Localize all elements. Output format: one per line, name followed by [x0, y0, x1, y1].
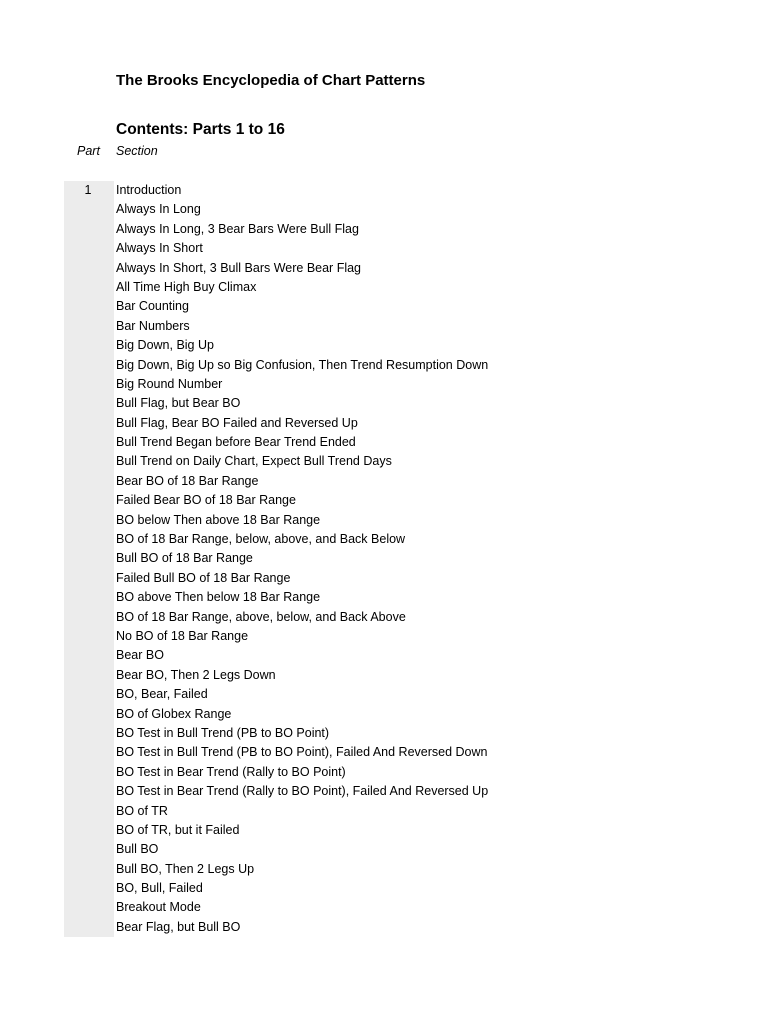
- section-item: Failed Bear BO of 18 Bar Range: [116, 493, 296, 508]
- section-item: All Time High Buy Climax: [116, 279, 257, 294]
- section-item: Breakout Mode: [116, 900, 201, 915]
- section-item: BO Test in Bull Trend (PB to BO Point): [116, 725, 330, 740]
- part-shaded-column: [64, 181, 114, 937]
- section-item: Bull Trend Began before Bear Trend Ended: [116, 435, 356, 450]
- section-item: Always In Short, 3 Bull Bars Were Bear Flag: [116, 260, 362, 275]
- section-item: BO of TR, but it Failed: [116, 822, 240, 837]
- section-item: Bar Numbers: [116, 318, 190, 333]
- section-item: Introduction: [116, 183, 182, 197]
- section-item: BO of 18 Bar Range, above, below, and Back Above: [116, 609, 406, 624]
- section-item: Bear BO, Then 2 Legs Down: [116, 667, 276, 682]
- section-item: BO, Bear, Failed: [116, 687, 208, 702]
- part-number: [64, 183, 114, 197]
- section-item: Bull BO of 18 Bar Range: [116, 551, 253, 566]
- section-item: BO, Bull, Failed: [116, 881, 203, 896]
- section-item: Always In Long, 3 Bear Bars Were Bull Flag: [116, 221, 359, 236]
- section-column-header: Section: [116, 144, 158, 158]
- section-item: Bull Trend on Daily Chart, Expect Bull Trend Days: [116, 454, 392, 469]
- document-title: The Brooks Encyclopedia of Chart Patterns: [116, 72, 426, 89]
- section-item: BO Test in Bull Trend (PB to BO Point), Failed And Reversed Down: [116, 745, 488, 760]
- section-item: BO of 18 Bar Range, below, above, and Back Below: [116, 532, 406, 547]
- section-item: Big Down, Big Up so Big Confusion, Then Trend Resumption Down: [116, 357, 489, 372]
- part-number-text: 1: [84, 183, 92, 197]
- section-item: Failed Bull BO of 18 Bar Range: [116, 570, 291, 585]
- section-item: Bear Flag, but Bull BO: [116, 919, 241, 934]
- section-item: Bear BO of 18 Bar Range: [116, 473, 259, 488]
- section-item: Bar Counting: [116, 299, 189, 314]
- section-item: Bull Flag, Bear BO Failed and Reversed Up: [116, 415, 358, 430]
- section-item: BO below Then above 18 Bar Range: [116, 512, 321, 527]
- section-item: Bull BO, Then 2 Legs Up: [116, 861, 255, 876]
- section-item: No BO of 18 Bar Range: [116, 628, 249, 643]
- contents-heading: Contents: Parts 1 to 16: [116, 121, 285, 138]
- section-item: Big Round Number: [116, 376, 223, 391]
- section-item: Big Down, Big Up: [116, 338, 214, 353]
- section-item: BO above Then below 18 Bar Range: [116, 590, 321, 605]
- section-item: Always In Long: [116, 202, 201, 217]
- section-item: Always In Short: [116, 241, 203, 256]
- section-item: Bull BO: [116, 842, 159, 857]
- section-list: [116, 181, 488, 937]
- part-column-header: Part: [77, 144, 100, 158]
- section-item: BO of TR: [116, 803, 168, 818]
- section-item: BO Test in Bear Trend (Rally to BO Point): [116, 764, 346, 779]
- section-item: BO Test in Bear Trend (Rally to BO Point), Failed And Reversed Up: [116, 784, 489, 799]
- section-item: Bull Flag, but Bear BO: [116, 396, 241, 411]
- section-item: Bear BO: [116, 648, 164, 663]
- section-item: BO of Globex Range: [116, 706, 232, 721]
